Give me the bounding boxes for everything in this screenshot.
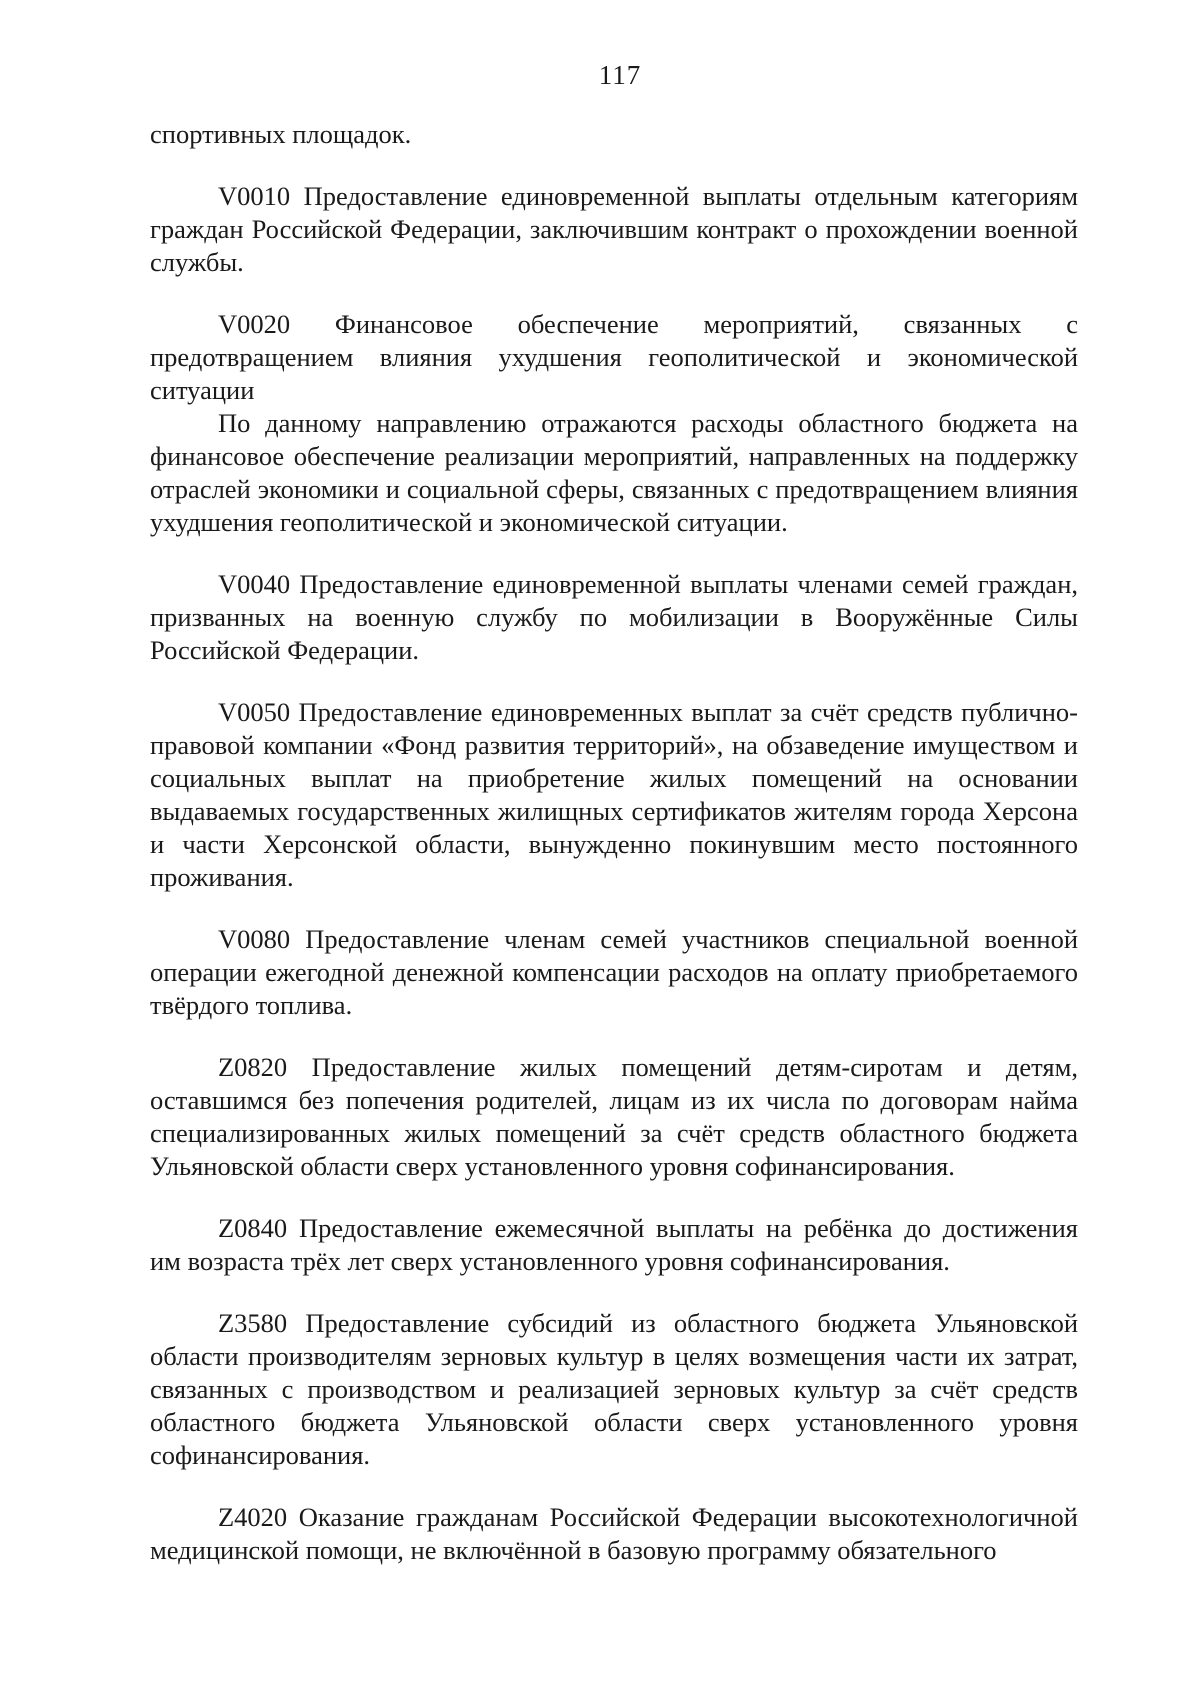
paragraph-v0010: V0010 Предоставление единовременной выплаты отдельным категориям граждан Российской Федерации, заключившим контракт о прохождении военной службы. [150,181,1078,277]
paragraph-v0050: V0050 Предоставление единовременных выплат за счёт средств публично-правовой компании «Фонд развития территорий», на обзаведение имуществом и социальных выплат на приобретение жилых помещений на основании выдаваемых государственных жилищных сертификатов жителям города Херсона и части Херсонской области, вынужденно покинувшим место постоянного проживания. [150,697,1078,892]
paragraph-z4020: Z4020 Оказание гражданам Российской Федерации высокотехнологичной медицинской помощи, не включённой в базовую программу обязательного [150,1502,1078,1565]
paragraph-z0840: Z0840 Предоставление ежемесячной выплаты на ребёнка до достижения им возраста трёх лет сверх установленного уровня софинансирования. [150,1213,1078,1276]
paragraph-v0080: V0080 Предоставление членам семей участников специальной военной операции ежегодной денежной компенсации расходов на оплату приобретаемого твёрдого топлива. [150,924,1078,1020]
paragraph-v0020: V0020 Финансовое обеспечение мероприятий, связанных с предотвращением влияния ухудшения геополитической и экономической ситуации [150,309,1078,405]
page-number: 117 [598,60,642,90]
paragraph-z3580: Z3580 Предоставление субсидий из областного бюджета Ульяновской области производителям зерновых культур в целях возмещения части их затрат, связанных с производством и реализацией зерновых культур за счёт средств областного бюджета Ульяновской области сверх установленного уровня софинансирования. [150,1308,1078,1470]
document-body [150,118,1078,1567]
paragraph-z0820: Z0820 Предоставление жилых помещений детям-сиротам и детям, оставшимся без попечения родителей, лицам из их числа по договорам найма специализированных жилых помещений за счёт средств областного бюджета Ульяновской области сверх установленного уровня софинансирования. [150,1052,1078,1181]
paragraph-v0020-description: По данному направлению отражаются расходы областного бюджета на финансовое обеспечение реализации мероприятий, направленных на поддержку отраслей экономики и социальной сферы, связанных с предотвращением влияния ухудшения геополитической и экономической ситуации. [150,408,1078,537]
paragraph-v0040: V0040 Предоставление единовременной выплаты членами семей граждан, призванных на военную службу по мобилизации в Вооружённые Силы Российской Федерации. [150,569,1078,665]
paragraph-continuation: спортивных площадок. [150,119,412,149]
